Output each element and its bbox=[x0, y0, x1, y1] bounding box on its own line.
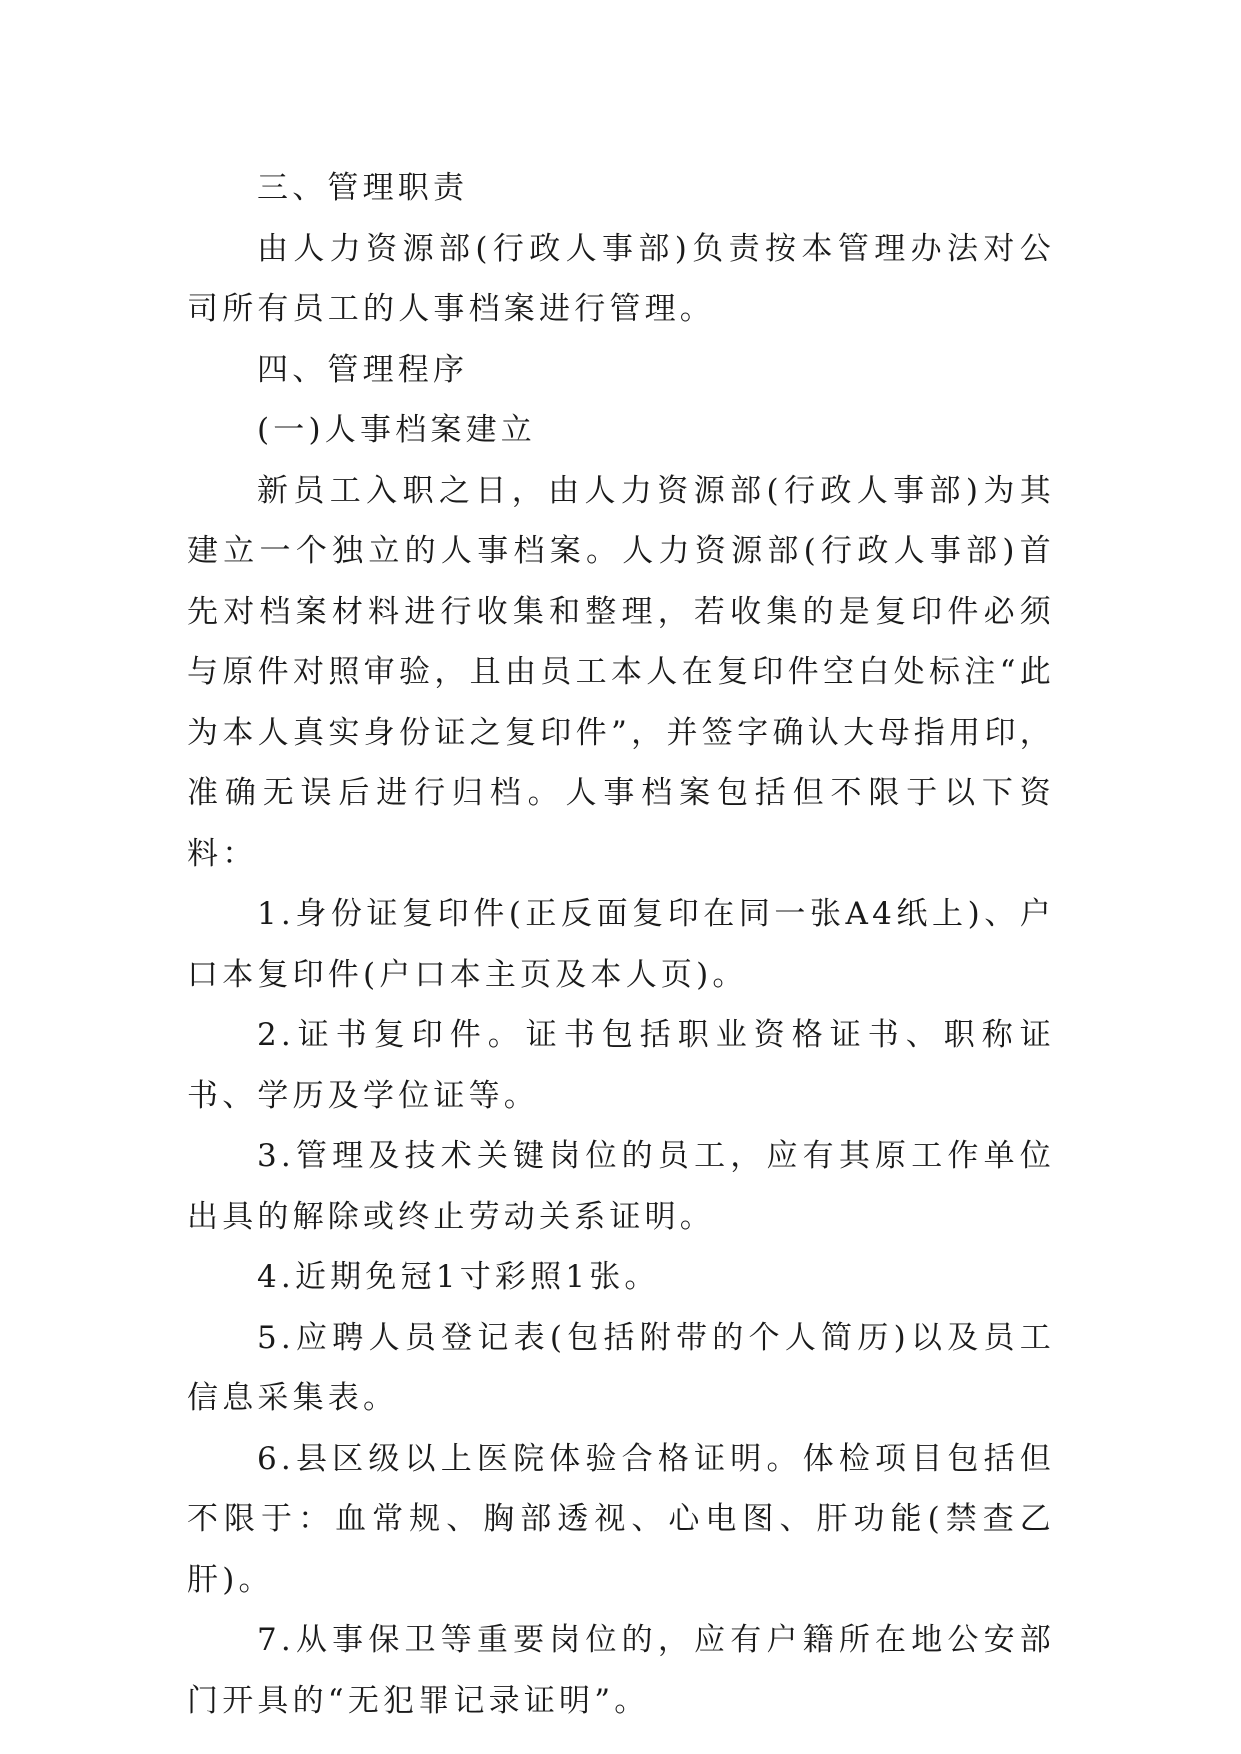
establishment-paragraph: 新员工入职之日，由人力资源部(行政人事部)为其建立一个独立的人事档案。人力资源部(行政人事部)首先对档案材料进行收集和整理，若收集的是复印件必须与原件对照审验，且由员工本人在复印件空白处标注“此为本人真实身份证之复印件”，并签字确认大母指用印，准确无误后进行归档。人事档案包括但不限于以下资料： bbox=[187, 472, 1055, 872]
section-heading-responsibilities: 三、管理职责 bbox=[257, 170, 469, 206]
responsibility-paragraph: 由人力资源部(行政人事部)负责按本管理办法对公司所有员工的人事档案进行管理。 bbox=[187, 230, 1055, 327]
list-item: 4.近期免冠1寸彩照1张。 bbox=[257, 1259, 660, 1295]
subsection-heading-establishment: (一)人事档案建立 bbox=[257, 412, 536, 448]
section-heading-procedures: 四、管理程序 bbox=[257, 351, 469, 388]
list-item: 1.身份证复印件(正反面复印在同一张A4纸上)、户口本复印件(户口本主页及本人页)。 bbox=[187, 896, 1055, 993]
list-item: 2.证书复印件。证书包括职业资格证书、职称证书、学历及学位证等。 bbox=[187, 1017, 1055, 1114]
list-item: 7.从事保卫等重要岗位的，应有户籍所在地公安部门开具的“无犯罪记录证明”。 bbox=[187, 1622, 1055, 1719]
document-body bbox=[187, 158, 1055, 1731]
list-item: 6.县区级以上医院体验合格证明。体检项目包括但不限于：血常规、胸部透视、心电图、肝功能(禁查乙肝)。 bbox=[187, 1440, 1055, 1598]
list-item: 5.应聘人员登记表(包括附带的个人简历)以及员工信息采集表。 bbox=[187, 1319, 1055, 1416]
list-item: 3.管理及技术关键岗位的员工，应有其原工作单位出具的解除或终止劳动关系证明。 bbox=[187, 1138, 1055, 1235]
